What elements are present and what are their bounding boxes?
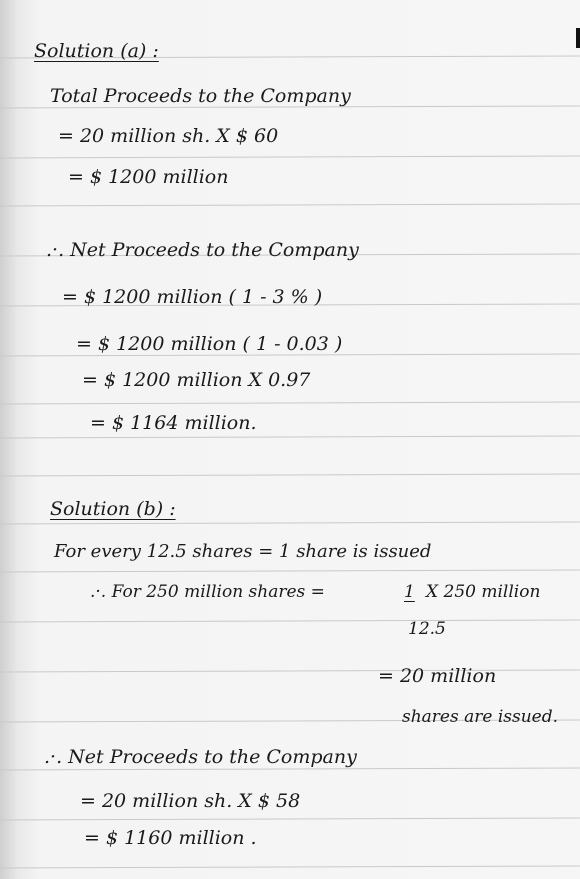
solution-b-line-3: = 20 million [378,665,497,687]
solution-b-line-5: .·. Net Proceeds to the Company [44,746,357,768]
solution-b-line-4: shares are issued. [402,707,559,727]
solution-a-line-6: = $ 1200 million ( 1 - 0.03 ) [76,333,343,355]
solution-a-line-3: = $ 1200 million [68,166,229,188]
solution-a-line-1: Total Proceeds to the Company [50,85,351,107]
solution-a-line-8: = $ 1164 million. [90,412,257,434]
solution-b-heading: Solution (b) : [50,498,176,520]
fraction-denominator: 12.5 [408,619,446,639]
fraction-multiplier: X 250 million [426,582,541,602]
solution-a-line-4: .·. Net Proceeds to the Company [46,239,359,261]
solution-a-line-7: = $ 1200 million X 0.97 [82,369,311,391]
solution-b-line-7: = $ 1160 million . [84,827,257,849]
solution-a-line-5: = $ 1200 million ( 1 - 3 % ) [62,286,323,308]
fraction-numerator: 1 [404,582,415,602]
solution-a-line-2: = 20 million sh. X $ 60 [58,125,279,147]
solution-b-line-2: .·. For 250 million shares = [90,582,325,602]
solution-a-heading: Solution (a) : [34,40,159,62]
solution-b-line-1: For every 12.5 shares = 1 share is issued [54,541,432,562]
solution-b-line-6: = 20 million sh. X $ 58 [80,790,301,812]
page-edge-mark [576,28,580,48]
